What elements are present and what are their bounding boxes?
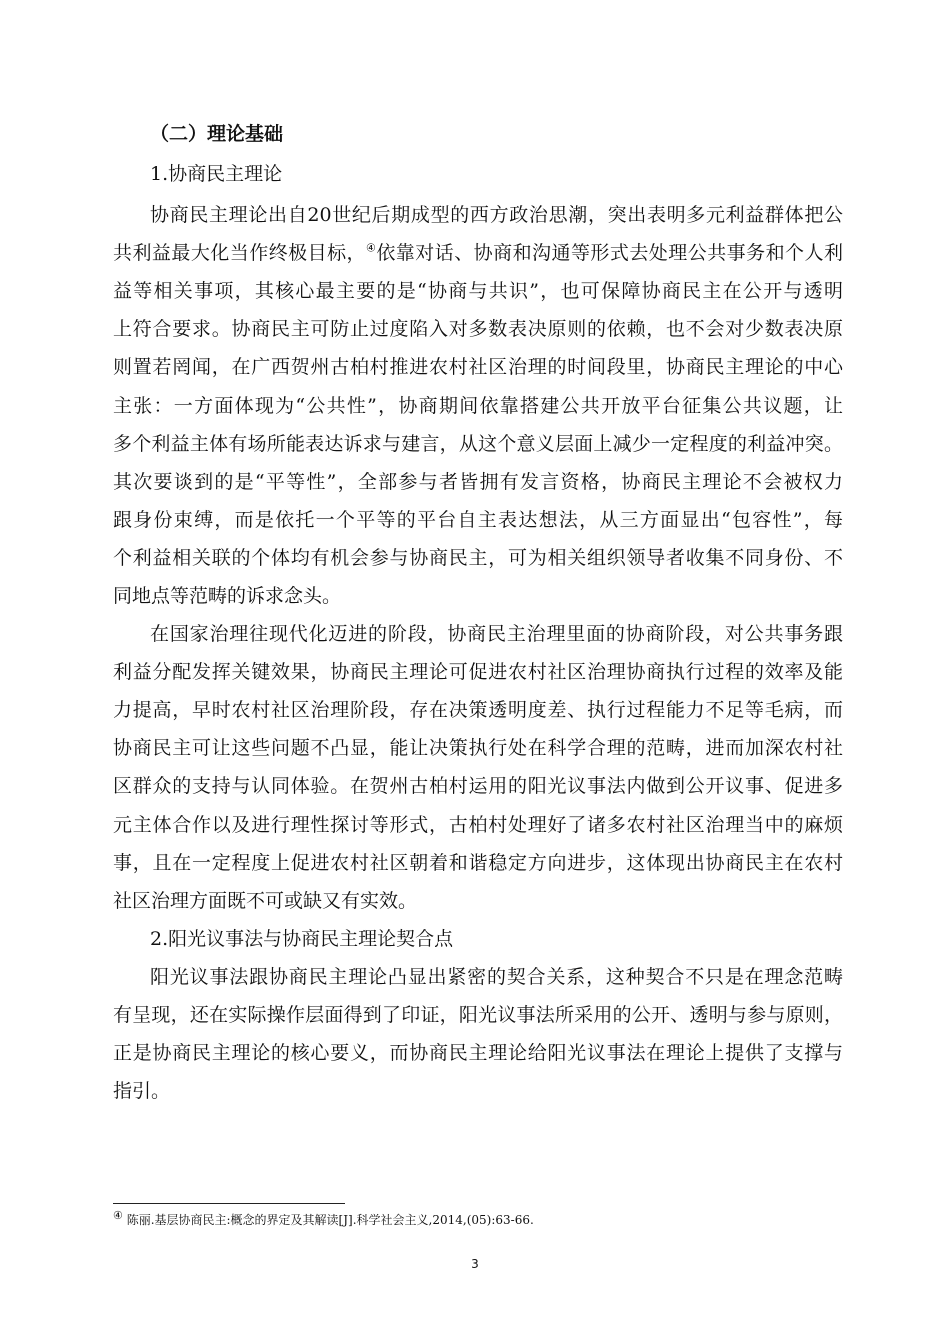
paragraph-line: 指引。 [113, 1080, 171, 1102]
paragraph-line: 在国家治理往现代化迈进的阶段，协商民主治理里面的协商阶段，对公共事务跟 [150, 623, 843, 645]
paragraph-line: 阳光议事法跟协商民主理论凸显出紧密的契合关系，这种契合不只是在理念范畴 [150, 966, 843, 988]
subsection-2-title: 2.阳光议事法与协商民主理论契合点 [150, 928, 454, 950]
paragraph-line: 则置若罔闻，在广西贺州古柏村推进农村社区治理的时间段里，协商民主理论的中心 [113, 356, 843, 378]
paragraph-line: 跟身份束缚，而是依托一个平等的平台自主表达想法，从三方面显出“包容性”，每 [113, 509, 843, 531]
paragraph-line: 多个利益主体有场所能表达诉求与建言，从这个意义层面上减少一定程度的利益冲突。 [113, 433, 843, 455]
paragraph-line: 正是协商民主理论的核心要义，而协商民主理论给阳光议事法在理论上提供了支撑与 [113, 1042, 843, 1064]
paragraph-line: 益等相关事项，其核心最主要的是“协商与共识”，也可保障协商民主在公开与透明 [113, 280, 843, 302]
paragraph-line: 利益分配发挥关键效果，协商民主理论可促进农村社区治理协商执行过程的效率及能 [113, 661, 843, 683]
paragraph-line: 主张：一方面体现为“公共性”，协商期间依靠搭建公共开放平台征集公共议题，让 [113, 395, 843, 417]
subsection-1-title: 1.协商民主理论 [150, 163, 283, 185]
paragraph-line: 有呈现，还在实际操作层面得到了印证，阳光议事法所采用的公开、透明与参与原则， [113, 1004, 843, 1026]
paragraph-line: 元主体合作以及进行理性探讨等形式，古柏村处理好了诸多农村社区治理当中的麻烦 [113, 814, 843, 836]
page-number: 3 [471, 1257, 479, 1271]
footnote [113, 1211, 534, 1229]
paragraph-text: 共利益最大化当作终极目标， [113, 242, 367, 264]
paragraph-line: 上符合要求。协商民主可防止过度陷入对多数表决原则的依赖，也不会对少数表决原 [113, 318, 843, 340]
paragraph-line: 事，且在一定程度上促进农村社区朝着和谐稳定方向进步，这体现出协商民主在农村 [113, 852, 843, 874]
footnote-text: 陈丽.基层协商民主:概念的界定及其解读[J].科学社会主义,2014,(05):63-66. [122, 1213, 534, 1227]
paragraph-line: 个利益相关联的个体均有机会参与协商民主，可为相关组织领导者收集不同身份、不 [113, 547, 843, 569]
paragraph-line: 其次要谈到的是“平等性”，全部参与者皆拥有发言资格，协商民主理论不会被权力 [113, 471, 843, 493]
paragraph-line: 区群众的支持与认同体验。在贺州古柏村运用的阳光议事法内做到公开议事、促进多 [113, 775, 843, 797]
paragraph-text: 依靠对话、协商和沟通等形式去处理公共事务和个人利 [376, 242, 843, 264]
paragraph-line [113, 241, 843, 265]
paragraph-line: 协商民主理论出自20世纪后期成型的西方政治思潮，突出表明多元利益群体把公 [150, 204, 843, 226]
paragraph-line: 协商民主可让这些问题不凸显，能让决策执行处在科学合理的范畴，进而加深农村社 [113, 737, 843, 759]
paragraph-line: 力提高，早时农村社区治理阶段，存在决策透明度差、执行过程能力不足等毛病，而 [113, 699, 843, 721]
paragraph-line: 社区治理方面既不可或缺又有实效。 [113, 890, 418, 912]
footnote-mark: ④ [113, 1209, 123, 1222]
section-heading: （二）理论基础 [150, 123, 284, 145]
footnote-reference: ④ [366, 241, 377, 255]
paragraph-line: 同地点等范畴的诉求念头。 [113, 585, 342, 607]
footnote-divider [113, 1203, 345, 1204]
